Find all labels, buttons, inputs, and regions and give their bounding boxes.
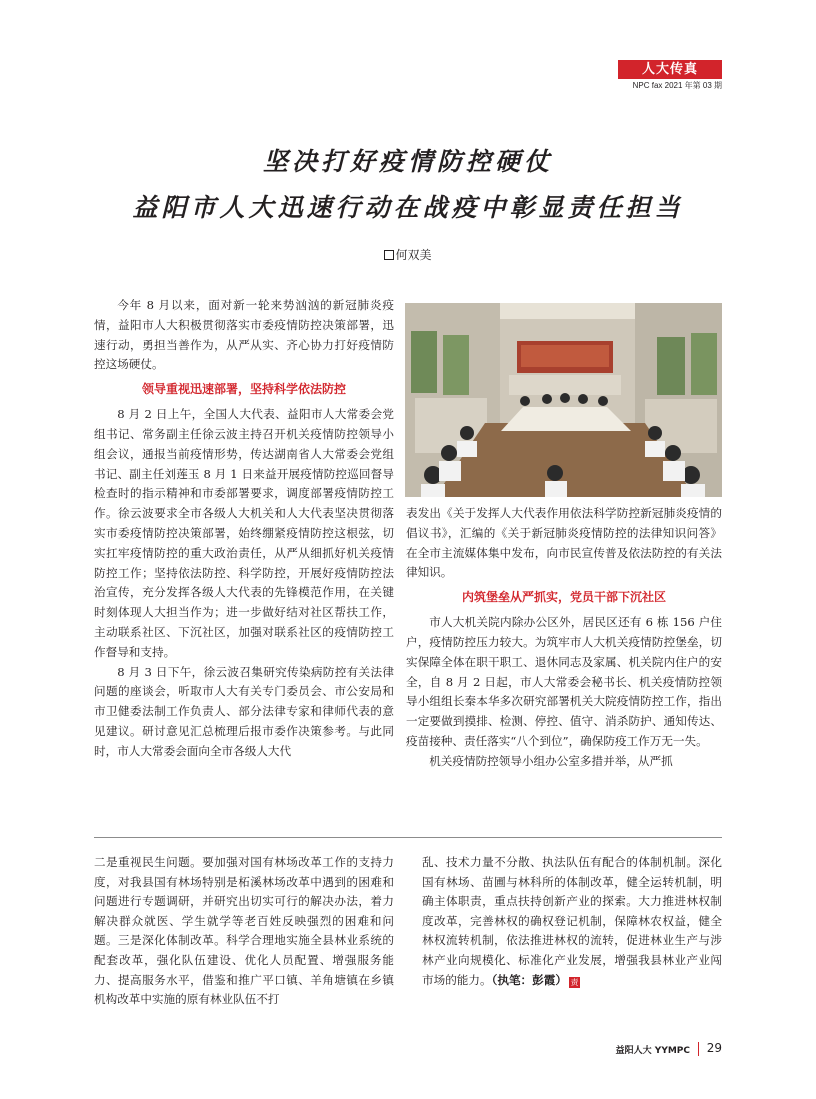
section-heading-1: 领导重视迅速部署，坚持科学依法防控: [141, 382, 346, 397]
paragraph: [422, 853, 722, 990]
paragraph: 8 月 3 日下午，徐云波召集研究传染病防控有关法律问题的座谈会，听取市人大有关专门委员会、市公安局和市卫健委法制工作负责人、部分法律专家和律师代表的意见建议。研讨意见汇总梳理后报市委作决策参考。与此同时，市人大常委会面向全市各级人大代: [94, 664, 394, 758]
byline: [0, 246, 816, 263]
section-heading-2: 内筑堡垒从严抓实，党员干部下沉社区: [461, 590, 666, 605]
paragraph: 二是重视民生问题。要加强对国有林场改革工作的支持力度，对我县国有林场特别是柘溪林场改革中遇到的困难和问题进行专题调研，并研究出切实可行的解决办法，着力解决群众就医、学生就学等老百姓反映强烈的困难和问题。三是深化体制改革。科学合理地实施全县林业系统的配套改革，强化队伍建设、优化人员配置、增强服务能力、提高服务水平，借鉴和推广平口镇、羊角塘镇在乡镇机构改革中实施的原有林业队伍不打: [94, 855, 394, 1007]
article-right-column: [406, 504, 722, 772]
article-left-column: [94, 296, 394, 762]
section-label-text: 人大传真: [641, 62, 698, 77]
section-label: [618, 60, 722, 79]
footer-separator: [698, 1042, 699, 1056]
page-number: 29: [706, 1041, 722, 1055]
editor-credit: （执笔：彭霞）: [491, 972, 567, 987]
meeting-photo-illustration: [405, 303, 722, 497]
paragraph: 表发出《关于发挥人大代表作用依法科学防控新冠肺炎疫情的倡议书》，汇编的《关于新冠肺炎疫情防控的法律知识问答》在全市主流媒体集中发布，向市民宣传普及依法防控的有关法律知识。: [406, 506, 722, 580]
paragraph: 8 月 2 日上午，全国人大代表、益阳市人大常委会党组书记、常务副主任徐云波主持召开机关疫情防控领导小组会议，通报当前疫情形势，传达湖南省人大常委会党组书记、副主任刘莲玉 8 月 1 日来益开展疫情防控巡回督导检查时的指示精神和市委部署要求，调度部署疫情防控工作。徐云波要求全市各级人大机关和人大代表坚决贯彻落实市委疫情防控决策部署，始终绷紧疫情防控这根弦，切实扛牢疫情防控的重大政治责任，从严从细抓好机关疫情防控工作；坚持依法防控、科学防控，开展好疫情防控法治宣传，充分发挥各级人大代表的先锋模范作用，在关键时刻体现人大担当作为；进一步做好结对社区帮扶工作，主动联系社区、下沉社区，加强对联系社区的疫情防控工作督导和支持。: [94, 407, 394, 659]
author-name: 何双美: [395, 248, 432, 262]
page-footer: [540, 1041, 722, 1057]
previous-article-left-column: [94, 853, 394, 1010]
article-title-line2: 益阳市人大迅速行动在战疫中彰显责任担当: [132, 193, 684, 222]
intro-paragraph: 今年 8 月以来，面对新一轮来势汹汹的新冠肺炎疫情，益阳市人大积极贯彻落实市委疫情防控决策部署，迅速行动，勇担当善作为，从严从实、齐心协力打好疫情防控这场硬仗。: [94, 298, 394, 372]
magazine-name: 益阳人大 YYMPC: [615, 1046, 690, 1056]
paragraph-text: 乱、技术力量不分散、执法队伍有配合的体制机制。深化国有林场、苗圃与林科所的体制改革，健全运转机制，明确主体职责，重点扶持创新产业的探索。大力推进林权制度改革，完善林权的确权登记机制，保障林农权益，健全林权流转机制，依法推进林权的流转，促进林业生产与涉林产业向规模化、标准化产业发展，增强我县林业产业闯市场的能力。: [422, 855, 722, 987]
paragraph: 机关疫情防控领导小组办公室多措并举，从严抓: [429, 753, 673, 768]
previous-article-right-column: [422, 853, 722, 990]
article-title-line1: 坚决打好疫情防控硬仗: [262, 147, 553, 176]
section-divider: [94, 837, 722, 838]
issue-line: NPC fax 2021 年第 03 期: [632, 81, 722, 90]
paragraph: 市人大机关院内除办公区外，居民区还有 6 栋 156 户住户，疫情防控压力较大。为筑牢市人大机关疫情防控堡垒，切实保障全体在职干职工、退休同志及家属、机关院内住户的安全，自 8 月 2 日起，市人大常委会秘书长、机关疫情防控领导小组组长秦本华多次研究部署机关大院疫情防控工作，指出一定要做到摸排、检测、停控、值守、消杀防护、通知传达、疫苗接种、责任落实“八个到位”，确保防疫工作万无一失。: [406, 615, 722, 748]
byline-box-icon: [384, 250, 394, 260]
meeting-photo: [405, 303, 722, 497]
end-mark-icon: 责: [570, 977, 579, 987]
